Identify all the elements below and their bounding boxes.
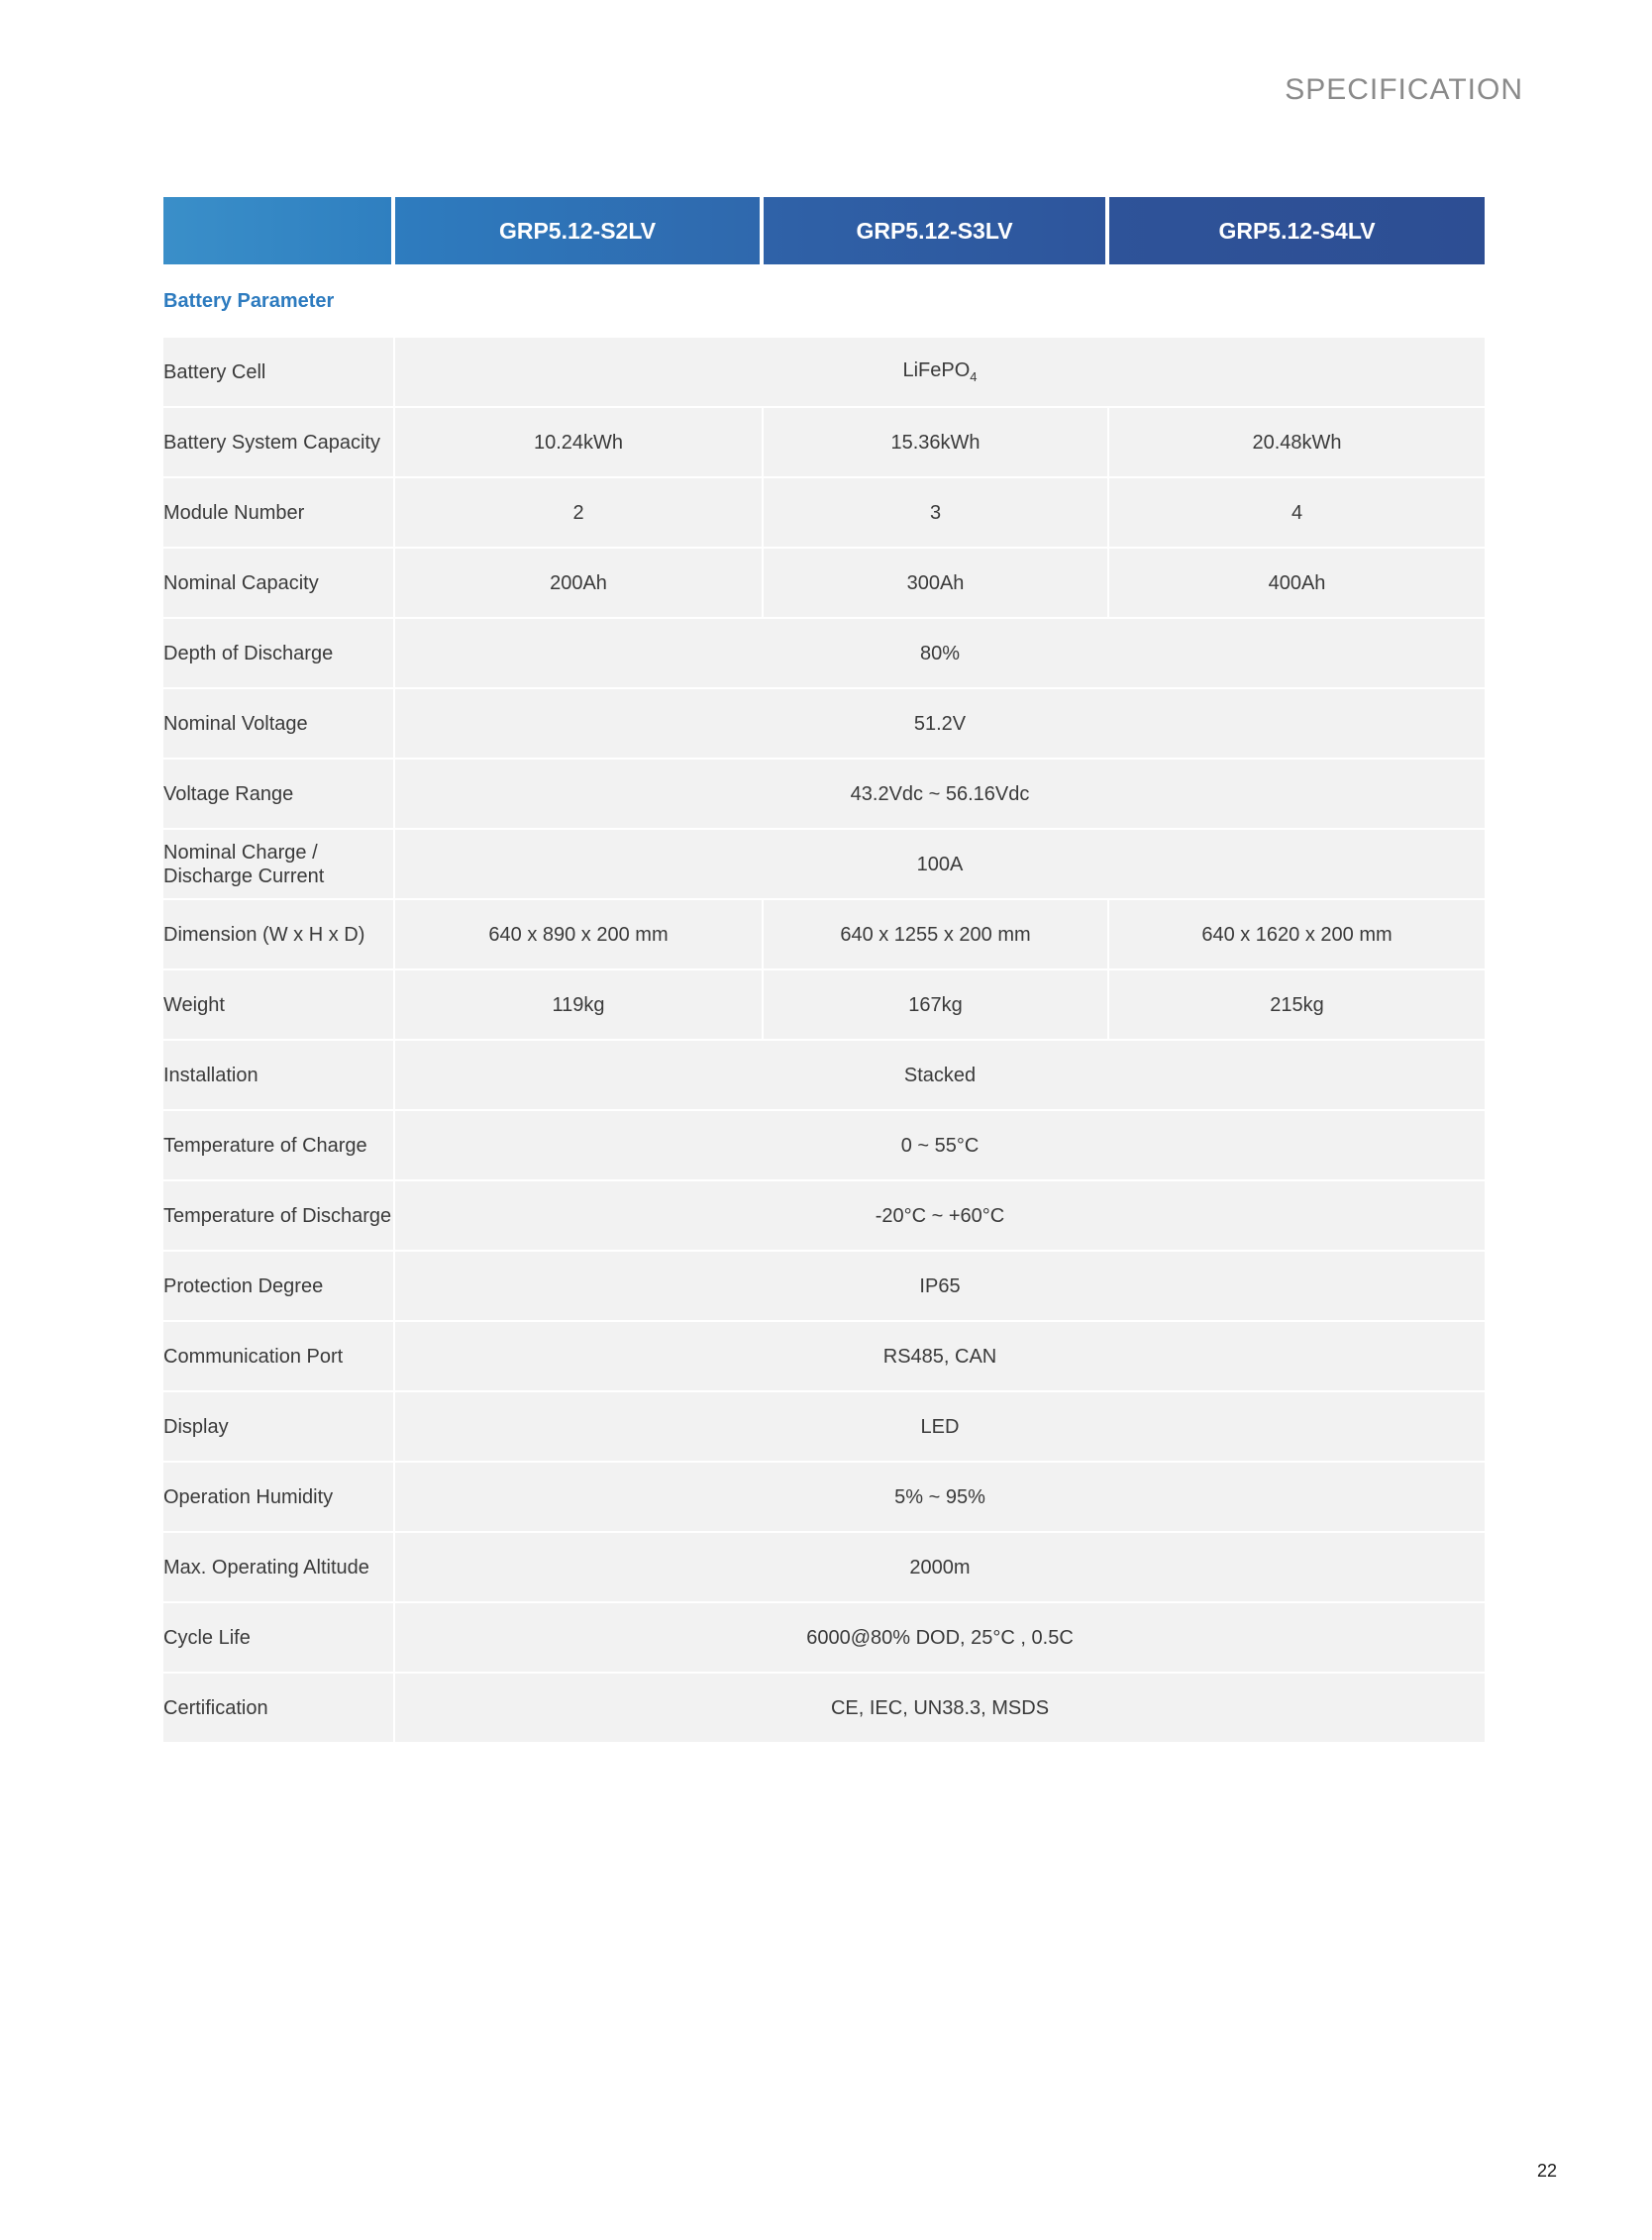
table-row	[163, 1181, 1485, 1252]
table-row	[163, 1603, 1485, 1674]
table-row	[163, 549, 1485, 619]
table-row	[163, 830, 1485, 900]
row-value: 200Ah	[395, 549, 764, 619]
table-row	[163, 1392, 1485, 1463]
row-label: Battery Cell	[163, 338, 395, 408]
row-label: Nominal Capacity	[163, 549, 395, 619]
row-value: 167kg	[764, 970, 1109, 1041]
row-value: 80%	[395, 619, 1485, 689]
row-value: 51.2V	[395, 689, 1485, 760]
row-value-subscript: 4	[970, 369, 978, 385]
row-label-line: Discharge Current	[163, 865, 325, 887]
table-row	[163, 619, 1485, 689]
table-row	[163, 478, 1485, 549]
header-model-s4lv: GRP5.12-S4LV	[1109, 197, 1485, 264]
row-value: 640 x 1255 x 200 mm	[764, 900, 1109, 970]
table-row	[163, 408, 1485, 478]
header-model-s2lv: GRP5.12-S2LV	[395, 197, 764, 264]
table-row	[163, 1252, 1485, 1322]
table-row	[163, 900, 1485, 970]
header-corner-cell	[163, 197, 395, 264]
table-row	[163, 1111, 1485, 1181]
row-value	[395, 338, 1485, 408]
table-row	[163, 1041, 1485, 1111]
row-value-text: LiFePO	[902, 359, 971, 382]
row-label: Communication Port	[163, 1322, 395, 1392]
row-value: IP65	[395, 1252, 1485, 1322]
row-value: LED	[395, 1392, 1485, 1463]
row-label: Depth of Discharge	[163, 619, 395, 689]
row-label: Weight	[163, 970, 395, 1041]
page-number: 22	[1536, 2161, 1557, 2181]
row-value: 640 x 1620 x 200 mm	[1109, 900, 1485, 970]
row-label: Module Number	[163, 478, 395, 549]
row-label: Max. Operating Altitude	[163, 1533, 395, 1603]
row-label: Installation	[163, 1041, 395, 1111]
row-label: Temperature of Discharge	[163, 1181, 395, 1252]
table-row	[163, 1463, 1485, 1533]
row-value: 43.2Vdc ~ 56.16Vdc	[395, 760, 1485, 830]
row-value: -20°C ~ +60°C	[395, 1181, 1485, 1252]
specification-table	[163, 197, 1485, 1744]
row-label: Temperature of Charge	[163, 1111, 395, 1181]
table-row	[163, 760, 1485, 830]
row-value: 119kg	[395, 970, 764, 1041]
row-value: 20.48kWh	[1109, 408, 1485, 478]
row-value: 215kg	[1109, 970, 1485, 1041]
row-value: CE, IEC, UN38.3, MSDS	[395, 1674, 1485, 1744]
row-value: 0 ~ 55°C	[395, 1111, 1485, 1181]
row-value: Stacked	[395, 1041, 1485, 1111]
row-value: 640 x 890 x 200 mm	[395, 900, 764, 970]
section-title: Battery Parameter	[163, 264, 1485, 338]
row-label: Battery System Capacity	[163, 408, 395, 478]
table-header-row	[163, 197, 1485, 264]
row-value: 2000m	[395, 1533, 1485, 1603]
row-value: 15.36kWh	[764, 408, 1109, 478]
header-model-s3lv: GRP5.12-S3LV	[764, 197, 1109, 264]
row-label-line: Nominal Charge /	[163, 841, 318, 864]
table-row	[163, 1322, 1485, 1392]
section-row	[163, 264, 1485, 338]
row-label: Operation Humidity	[163, 1463, 395, 1533]
table-row	[163, 338, 1485, 408]
row-value: 400Ah	[1109, 549, 1485, 619]
row-label	[163, 830, 395, 900]
row-value: RS485, CAN	[395, 1322, 1485, 1392]
row-label: Protection Degree	[163, 1252, 395, 1322]
row-value: 2	[395, 478, 764, 549]
row-label: Voltage Range	[163, 760, 395, 830]
row-value: 3	[764, 478, 1109, 549]
row-label: Display	[163, 1392, 395, 1463]
table-row	[163, 970, 1485, 1041]
row-value: 6000@80% DOD, 25°C , 0.5C	[395, 1603, 1485, 1674]
row-value: 4	[1109, 478, 1485, 549]
table-row	[163, 1674, 1485, 1744]
row-value: 5% ~ 95%	[395, 1463, 1485, 1533]
row-label: Nominal Voltage	[163, 689, 395, 760]
row-label: Certification	[163, 1674, 395, 1744]
page-title: SPECIFICATION	[1285, 73, 1523, 106]
row-label: Cycle Life	[163, 1603, 395, 1674]
row-value: 10.24kWh	[395, 408, 764, 478]
row-label: Dimension (W x H x D)	[163, 900, 395, 970]
row-value: 300Ah	[764, 549, 1109, 619]
row-value: 100A	[395, 830, 1485, 900]
table-row	[163, 1533, 1485, 1603]
table-row	[163, 689, 1485, 760]
